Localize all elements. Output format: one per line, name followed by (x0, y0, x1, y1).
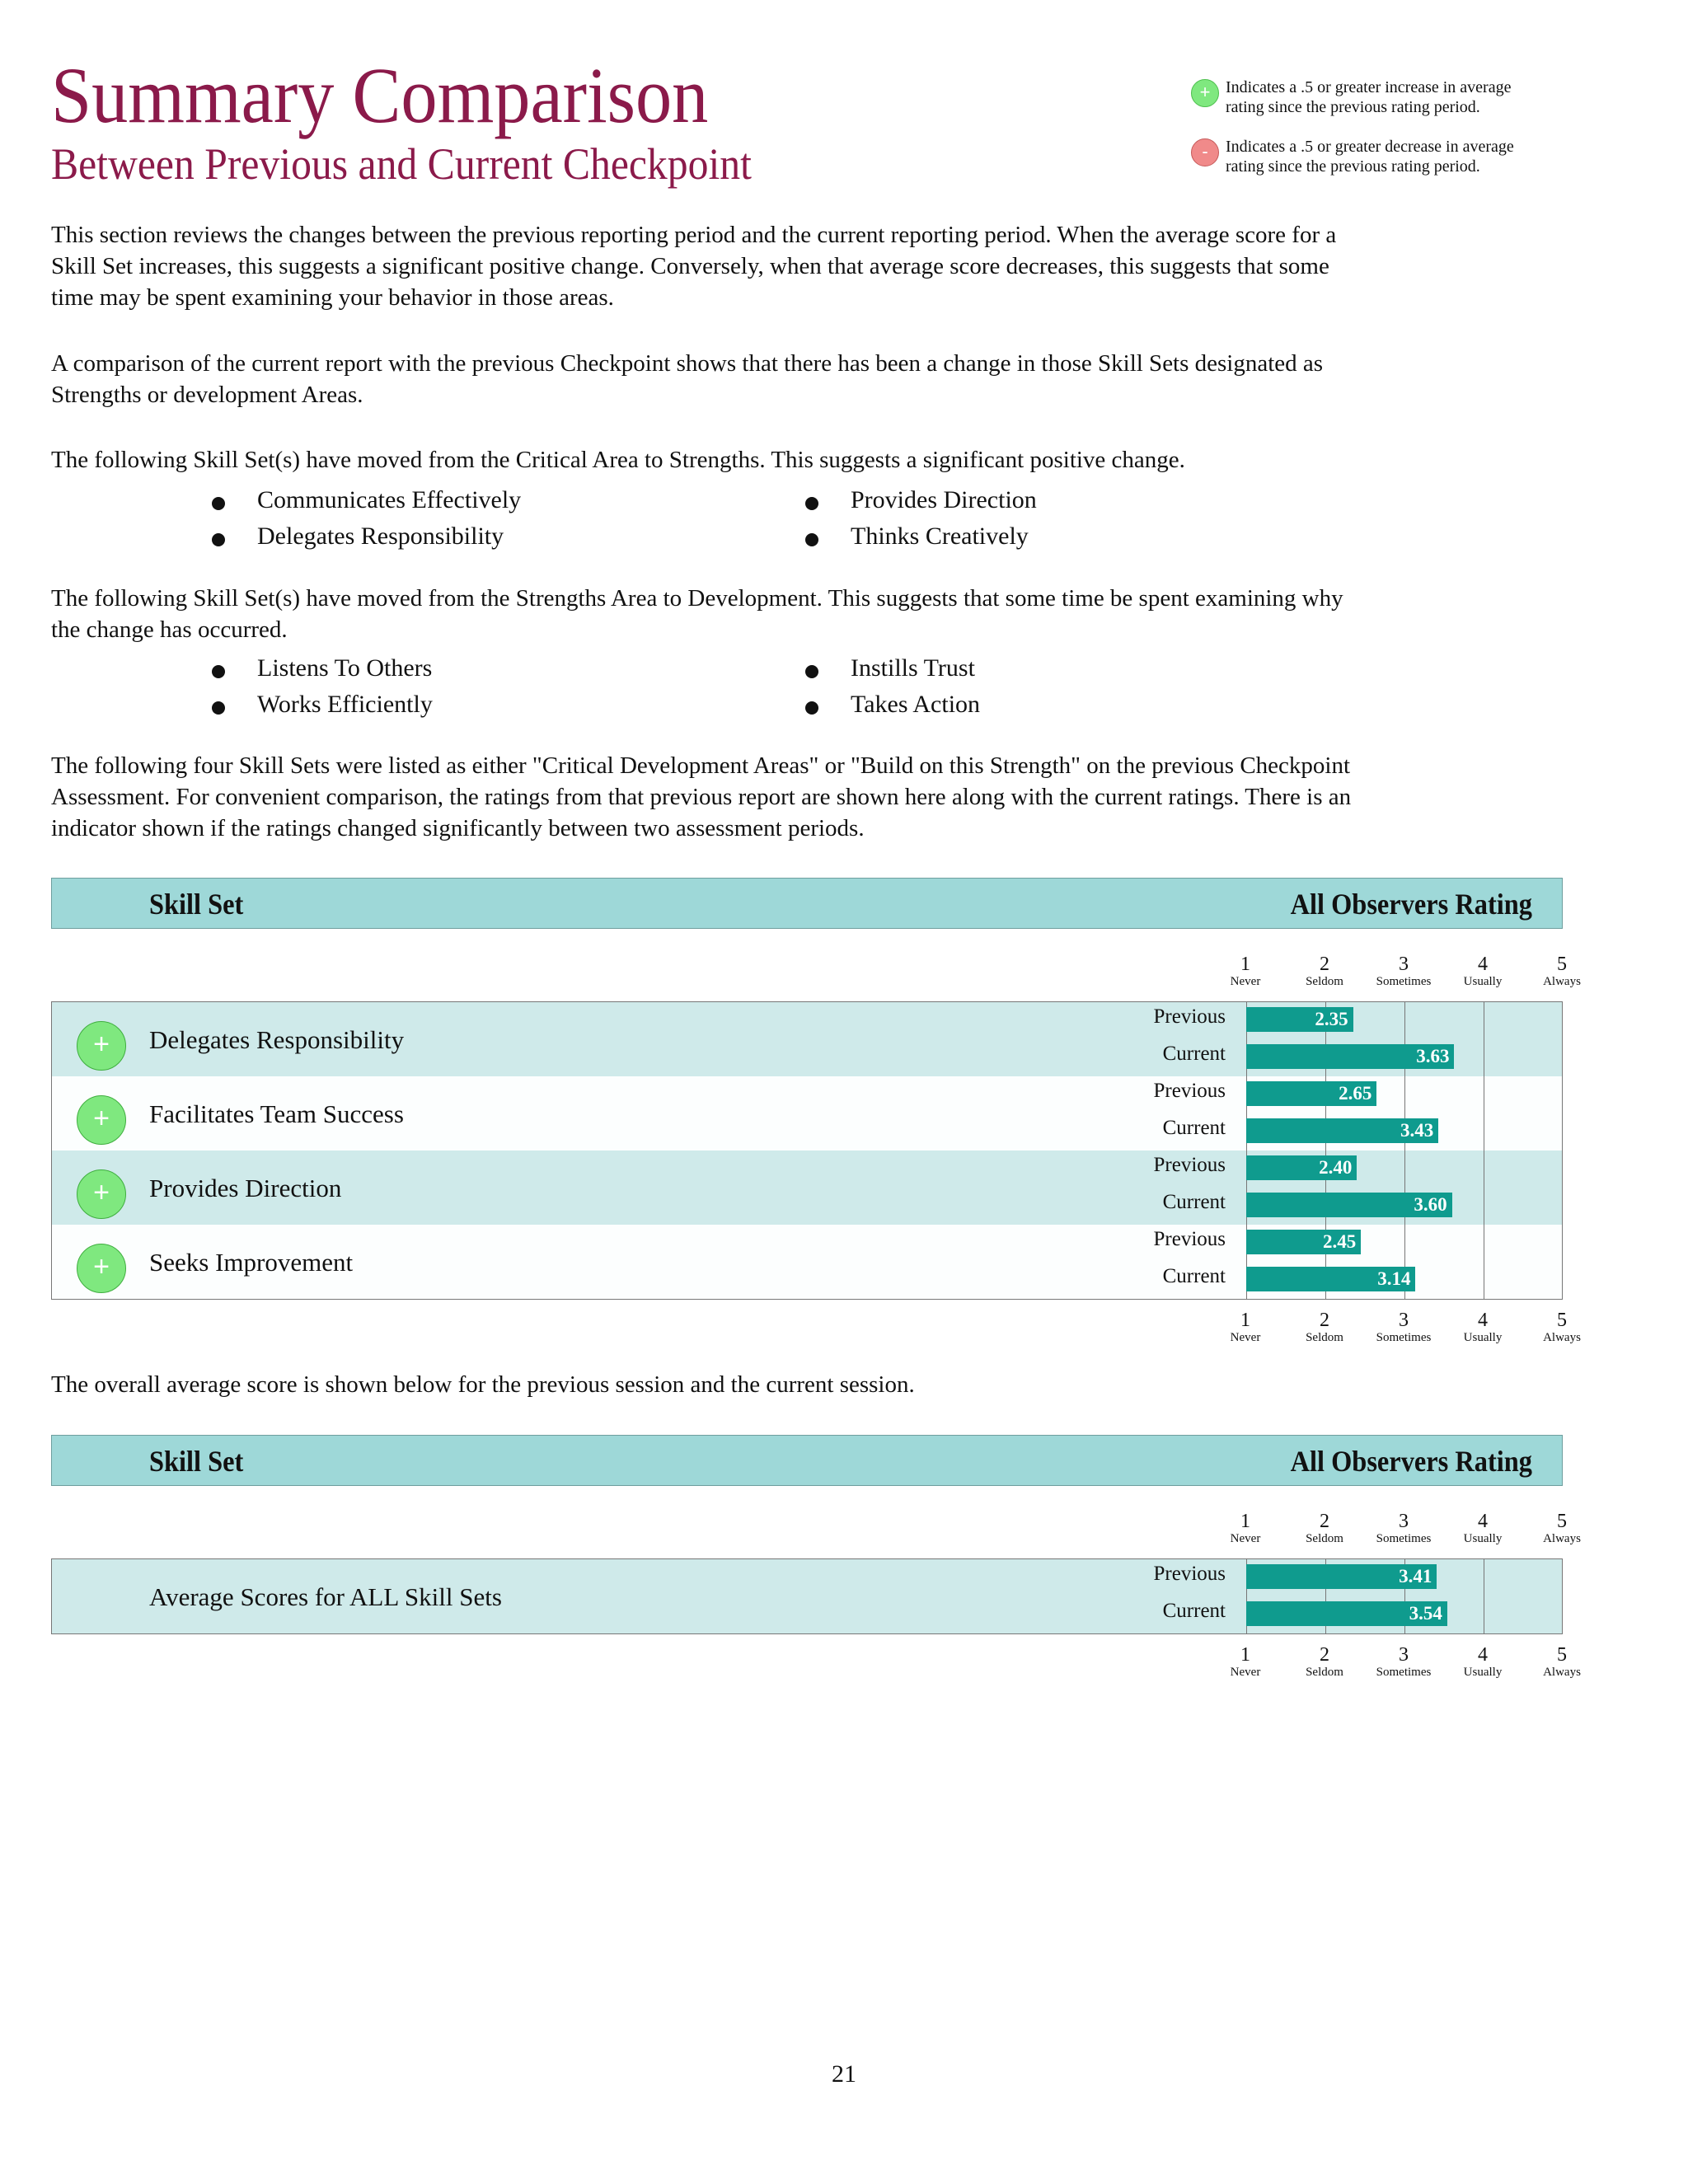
previous-label: Previous (1153, 1228, 1226, 1250)
to-strengths-paragraph: The following Skill Set(s) have moved from the Critical Area to Strengths. This suggests a significant positive change. (51, 447, 1185, 473)
scale-tick-label: Seldom (1306, 1666, 1343, 1679)
scale-tick-label: Usually (1463, 1331, 1503, 1344)
page-number: 21 (832, 2060, 856, 2088)
previous-rating-bar (1246, 1230, 1361, 1254)
scale-tick-label: Sometimes (1376, 1331, 1432, 1344)
scale-tick (1283, 1511, 1366, 1546)
plus-indicator-icon: + (1191, 79, 1219, 107)
scale-tick-number: 4 (1478, 1644, 1488, 1666)
previous-rating-bar (1246, 1564, 1437, 1589)
header-all-observers-rating: All Observers Rating (1290, 1445, 1532, 1478)
scale-tick (1521, 954, 1603, 989)
to-development-paragraph: The following Skill Set(s) have moved from the Strengths Area to Development. This suggests that some time be spent examining why the change has occurred. (51, 585, 1343, 643)
current-rating-bar (1246, 1193, 1452, 1217)
scale-tick-label: Seldom (1306, 975, 1343, 988)
legend-increase (1191, 77, 1570, 119)
scale-tick-number: 1 (1240, 1511, 1250, 1532)
scale-tick-label: Seldom (1306, 1331, 1343, 1344)
previous-label: Previous (1153, 1563, 1226, 1585)
scale-tick-label: Never (1230, 975, 1261, 988)
current-label: Current (1162, 1043, 1226, 1065)
legend-increase-line1: Indicates a .5 or greater increase in average (1226, 78, 1512, 96)
bar-value-label: 2.65 (1339, 1083, 1372, 1104)
previous-rating-bar (1246, 1081, 1376, 1106)
table-row (52, 1002, 1562, 1076)
scale-tick (1204, 1310, 1287, 1345)
scale-tick-label: Never (1230, 1532, 1261, 1545)
legend-decrease-line1: Indicates a .5 or greater decrease in average (1226, 138, 1514, 156)
scale-tick-number: 1 (1240, 954, 1250, 975)
scale-tick-number: 4 (1478, 954, 1488, 975)
rating-scale (1230, 954, 1582, 996)
average-table (51, 1558, 1563, 1634)
scale-tick (1204, 1511, 1287, 1546)
header-skill-set: Skill Set (149, 888, 244, 921)
scale-tick (1283, 1310, 1366, 1345)
bar-value-label: 3.14 (1377, 1268, 1411, 1289)
current-label: Current (1162, 1191, 1226, 1213)
bar-value-label: 3.41 (1399, 1566, 1432, 1586)
skill-set-name: Average Scores for ALL Skill Sets (149, 1582, 502, 1611)
table-header (51, 878, 1563, 929)
scale-tick-number: 5 (1557, 954, 1567, 975)
scale-tick-number: 4 (1478, 1511, 1488, 1532)
scale-tick-label: Usually (1463, 975, 1503, 988)
comparison-paragraph: A comparison of the current report with the previous Checkpoint shows that there has been a change in those Skill Sets designated as Strengths or development Areas. (51, 350, 1324, 408)
scale-tick-number: 1 (1240, 1310, 1250, 1331)
plus-indicator-icon: + (77, 1021, 126, 1071)
table-header (51, 1435, 1563, 1486)
scale-tick-number: 2 (1320, 1310, 1329, 1331)
scale-tick-number: 5 (1557, 1644, 1567, 1666)
scale-tick-label: Sometimes (1376, 1666, 1432, 1679)
scale-tick-number: 2 (1320, 1644, 1329, 1666)
comparison-table (51, 1001, 1563, 1300)
intro-paragraph: This section reviews the changes between the previous reporting period and the current reporting period. When the average score for a Skill Set increases, this suggests a significant positive change. Conversely, when that average score decreases, this suggests that some time may be spent examining your behavior in those areas. (51, 222, 1337, 311)
scale-tick (1362, 1310, 1445, 1345)
scale-tick (1442, 1645, 1524, 1680)
strengths-bullet-list: Communicates Effectively Provides Direction Delegates Responsibility Thinks Creatively (51, 486, 1535, 560)
scale-tick-label: Never (1230, 1331, 1261, 1344)
previous-label: Previous (1153, 1080, 1226, 1102)
legend-increase-line2: rating since the previous rating period. (1226, 98, 1480, 116)
scale-tick-label: Always (1543, 1331, 1581, 1344)
scale-tick-number: 3 (1399, 1310, 1409, 1331)
previous-label: Previous (1153, 1005, 1226, 1028)
header-all-observers-rating: All Observers Rating (1290, 888, 1532, 921)
scale-tick (1442, 1511, 1524, 1546)
skill-set-name: Seeks Improvement (149, 1248, 354, 1277)
overall-paragraph: The overall average score is shown below for the previous session and the current session. (51, 1371, 915, 1398)
scale-tick-number: 2 (1320, 954, 1329, 975)
current-rating-bar (1246, 1601, 1447, 1626)
scale-tick (1521, 1645, 1603, 1680)
scale-tick-label: Sometimes (1376, 1532, 1432, 1545)
scale-tick (1521, 1511, 1603, 1546)
rating-scale (1230, 1644, 1582, 1686)
scale-tick-number: 3 (1399, 1644, 1409, 1666)
minus-indicator-icon: - (1191, 138, 1219, 166)
four-skill-sets-paragraph: The following four Skill Sets were listed as either "Critical Development Areas" or "Build on this Strength" on the previous Checkpoint Assessment. For convenient comparison, the ratings from that previous report are shown here along with the current ratings. There is an indicator shown if the ratings changed significantly between two assessment periods. (51, 752, 1352, 841)
scale-tick-label: Usually (1463, 1532, 1503, 1545)
table-row (52, 1225, 1562, 1299)
scale-tick-number: 2 (1320, 1511, 1329, 1532)
current-label: Current (1162, 1600, 1226, 1622)
legend-decrease (1191, 137, 1570, 178)
scale-tick (1283, 1645, 1366, 1680)
scale-tick-label: Usually (1463, 1666, 1503, 1679)
scale-tick-number: 5 (1557, 1511, 1567, 1532)
development-bullet-list: Listens To Others Instills Trust Works Efficiently Takes Action (51, 654, 1535, 729)
skill-set-name: Provides Direction (149, 1174, 342, 1202)
current-label: Current (1162, 1265, 1226, 1287)
table-row (52, 1151, 1562, 1225)
rating-scale (1230, 1511, 1582, 1553)
current-rating-bar (1246, 1044, 1454, 1069)
scale-tick-number: 3 (1399, 954, 1409, 975)
scale-tick (1283, 954, 1366, 989)
current-rating-bar (1246, 1267, 1415, 1291)
previous-label: Previous (1153, 1154, 1226, 1176)
bar-value-label: 2.35 (1315, 1009, 1348, 1029)
scale-tick-label: Always (1543, 1532, 1581, 1545)
bar-value-label: 3.54 (1409, 1603, 1442, 1624)
bar-value-label: 3.43 (1400, 1120, 1434, 1141)
rating-scale (1230, 1310, 1582, 1352)
page-title: Summary Comparison (51, 51, 709, 139)
plus-indicator-icon: + (77, 1095, 126, 1145)
previous-rating-bar (1246, 1007, 1353, 1032)
scale-tick (1204, 954, 1287, 989)
page-subtitle: Between Previous and Current Checkpoint (51, 139, 752, 189)
scale-tick-label: Never (1230, 1666, 1261, 1679)
table-row (52, 1559, 1562, 1633)
table-row (52, 1076, 1562, 1151)
bar-value-label: 2.40 (1319, 1157, 1353, 1178)
scale-tick-label: Sometimes (1376, 975, 1432, 988)
bar-value-label: 3.63 (1416, 1046, 1450, 1066)
plus-indicator-icon: + (77, 1244, 126, 1293)
bar-value-label: 2.45 (1322, 1231, 1357, 1252)
scale-tick (1204, 1645, 1287, 1680)
scale-tick-number: 5 (1557, 1310, 1567, 1331)
legend-decrease-line2: rating since the previous rating period. (1226, 157, 1480, 176)
scale-tick (1442, 1310, 1524, 1345)
current-rating-bar (1246, 1118, 1438, 1143)
skill-set-name: Delegates Responsibility (149, 1025, 405, 1054)
plus-indicator-icon: + (77, 1169, 126, 1219)
scale-tick-number: 1 (1240, 1644, 1250, 1666)
skill-set-name: Facilitates Team Success (149, 1099, 404, 1128)
header-skill-set: Skill Set (149, 1445, 244, 1478)
scale-tick (1442, 954, 1524, 989)
scale-tick (1362, 1645, 1445, 1680)
current-label: Current (1162, 1117, 1226, 1139)
scale-tick (1362, 1511, 1445, 1546)
scale-tick-label: Always (1543, 1666, 1581, 1679)
scale-tick-label: Seldom (1306, 1532, 1343, 1545)
scale-tick-number: 4 (1478, 1310, 1488, 1331)
scale-tick-number: 3 (1399, 1511, 1409, 1532)
scale-tick (1521, 1310, 1603, 1345)
scale-tick-label: Always (1543, 975, 1581, 988)
bar-value-label: 3.60 (1414, 1194, 1447, 1215)
previous-rating-bar (1246, 1155, 1357, 1180)
scale-tick (1362, 954, 1445, 989)
